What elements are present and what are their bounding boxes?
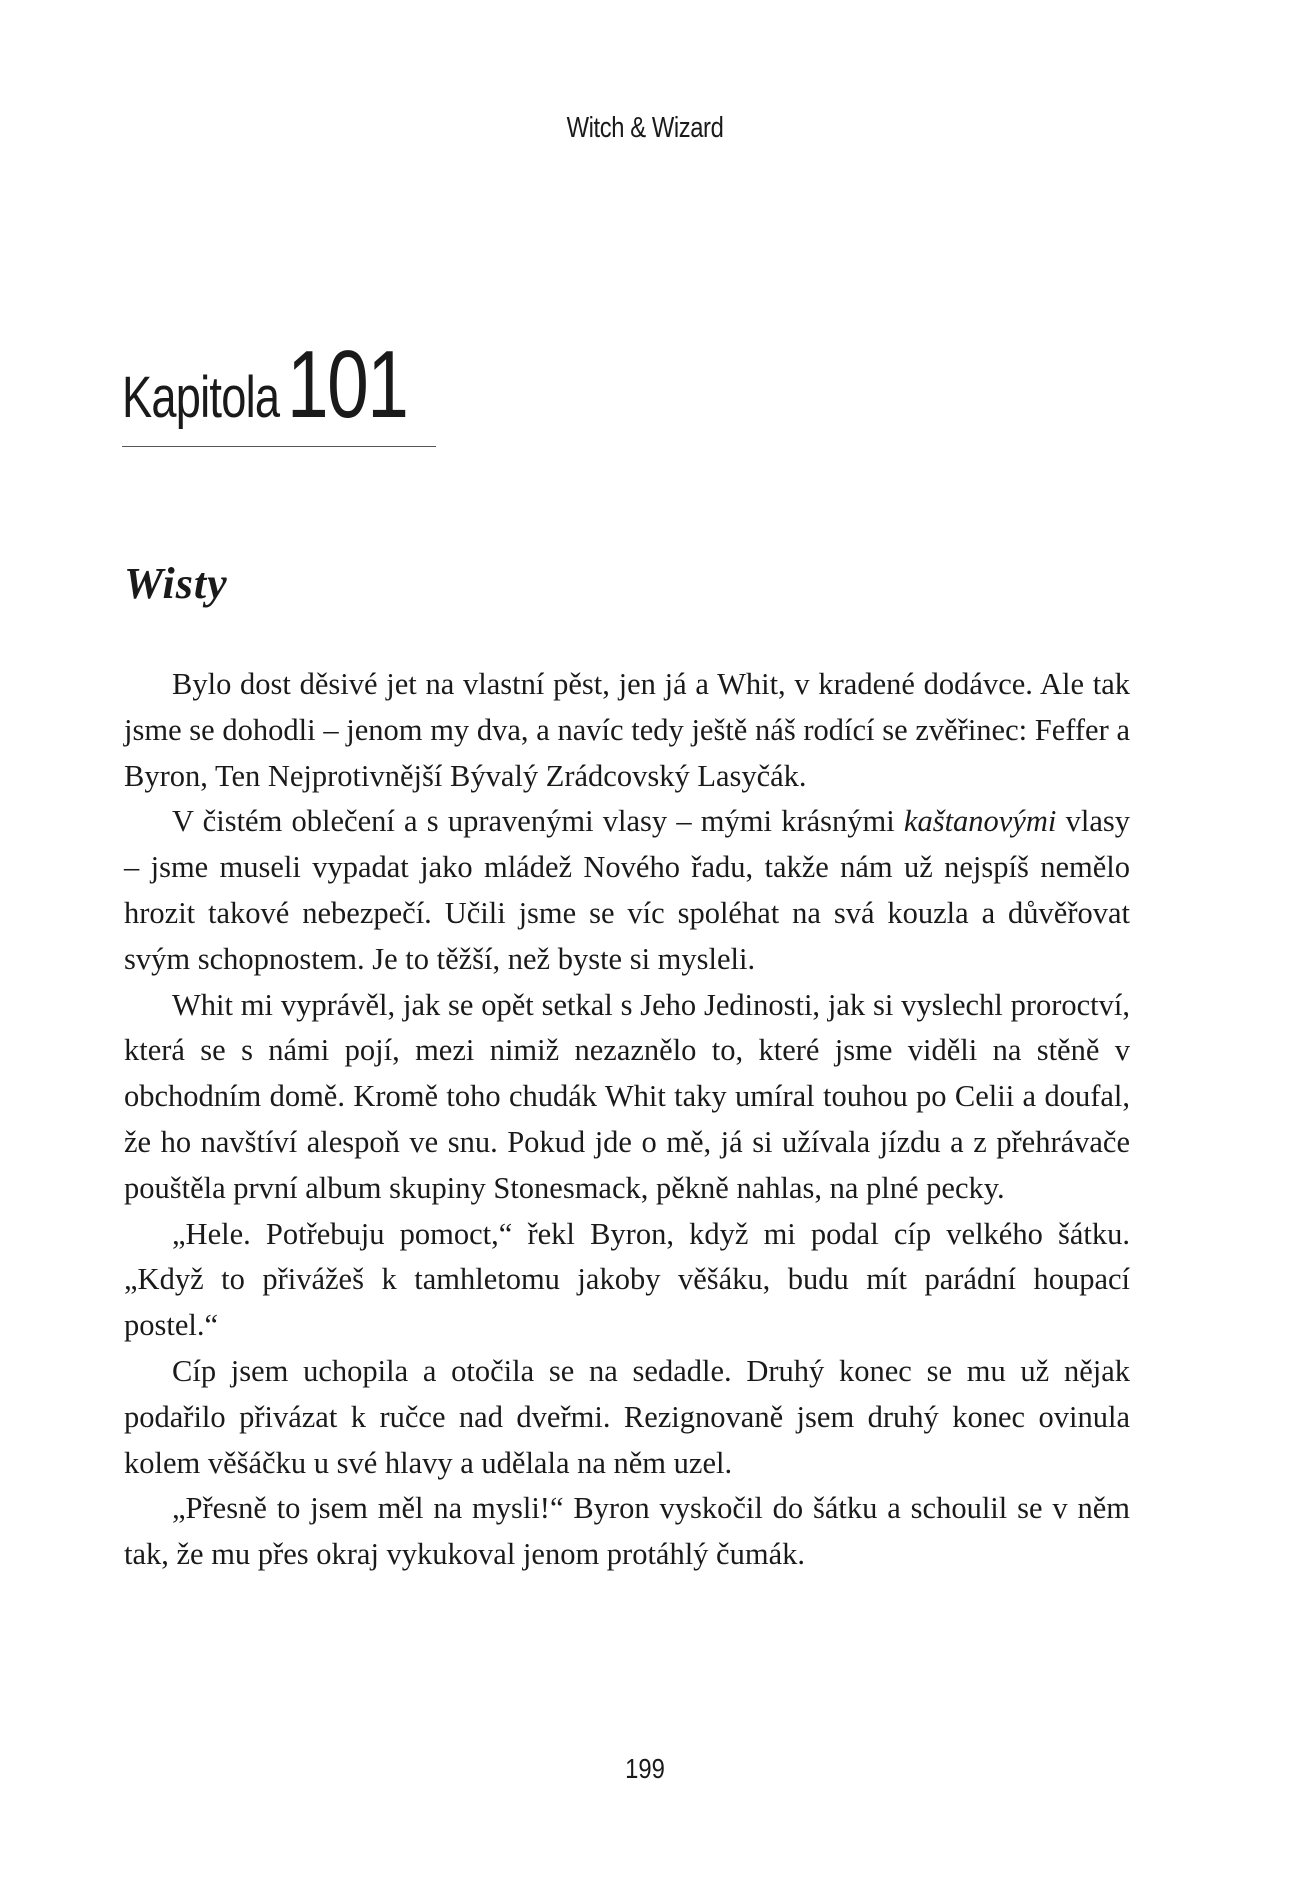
paragraph: Whit mi vyprávěl, jak se opět setkal s Jeho Jedinosti, jak si vyslechl proroctví, která se s námi pojí, mezi nimiž nezaznělo to, které jsme viděli na stěně v obchodním domě. Kromě toho chudák Whit taky umíral touhou po Celii a doufal, že ho navštíví alespoň ve snu. Pokud jde o mě, já si užívala jízdu a z přehrávače pouštěla první album skupiny Stonesmack, pěkně nahlas, na plné pecky.	[124, 987, 1130, 1205]
paragraph: „Přesně to jsem měl na mysli!“ Byron vyskočil do šátku a schoulil se v něm tak, že mu přes okraj vykukoval jenom protáhlý čumák.	[124, 1491, 1130, 1572]
page-number: 199	[625, 1753, 665, 1784]
chapter-number: 101	[287, 331, 408, 438]
paragraph: Cíp jsem uchopila a otočila se na sedadle. Druhý konec se mu už nějak podařilo přivázat k ručce nad dveřmi. Rezignovaně jsem druhý konec ovinula kolem věšáčku u své hlavy a udělala na něm uzel.	[124, 1353, 1130, 1480]
paragraph: V čistém oblečení a s upravenými vlasy – mými krásnými kaštanovými vlasy – jsme museli vypadat jako mládež Nového řadu, takže nám už nejspíš nemělo hrozit takové nebezpečí. Učili jsme se víc spoléhat na svá kouzla a důvěřovat svým schopnostem. Je to těžší, než byste si mysleli.	[124, 804, 1130, 976]
paragraph: Bylo dost děsivé jet na vlastní pěst, jen já a Whit, v kradené dodávce. Ale tak jsme se dohodli – jenom my dva, a navíc tedy ještě náš rodící se zvěřinec: Feffer a Byron, Ten Nejprotivnější Bývalý Zrádcovský Lasyčák.	[124, 667, 1130, 793]
body-text	[124, 662, 1130, 1578]
section-title: Wisty	[124, 559, 228, 608]
chapter-heading	[122, 330, 407, 440]
emphasized-word: kaštanovými	[903, 804, 1057, 839]
paragraph: „Hele. Potřebuju pomoct,“ řekl Byron, když mi podal cíp velkého šátku. „Když to přivážeš k tamhletomu jakoby věšáku, budu mít parádní houpací postel.“	[124, 1216, 1130, 1343]
chapter-label: Kapitola	[122, 365, 280, 430]
running-head: Witch & Wizard	[566, 112, 724, 144]
chapter-divider	[122, 446, 436, 447]
